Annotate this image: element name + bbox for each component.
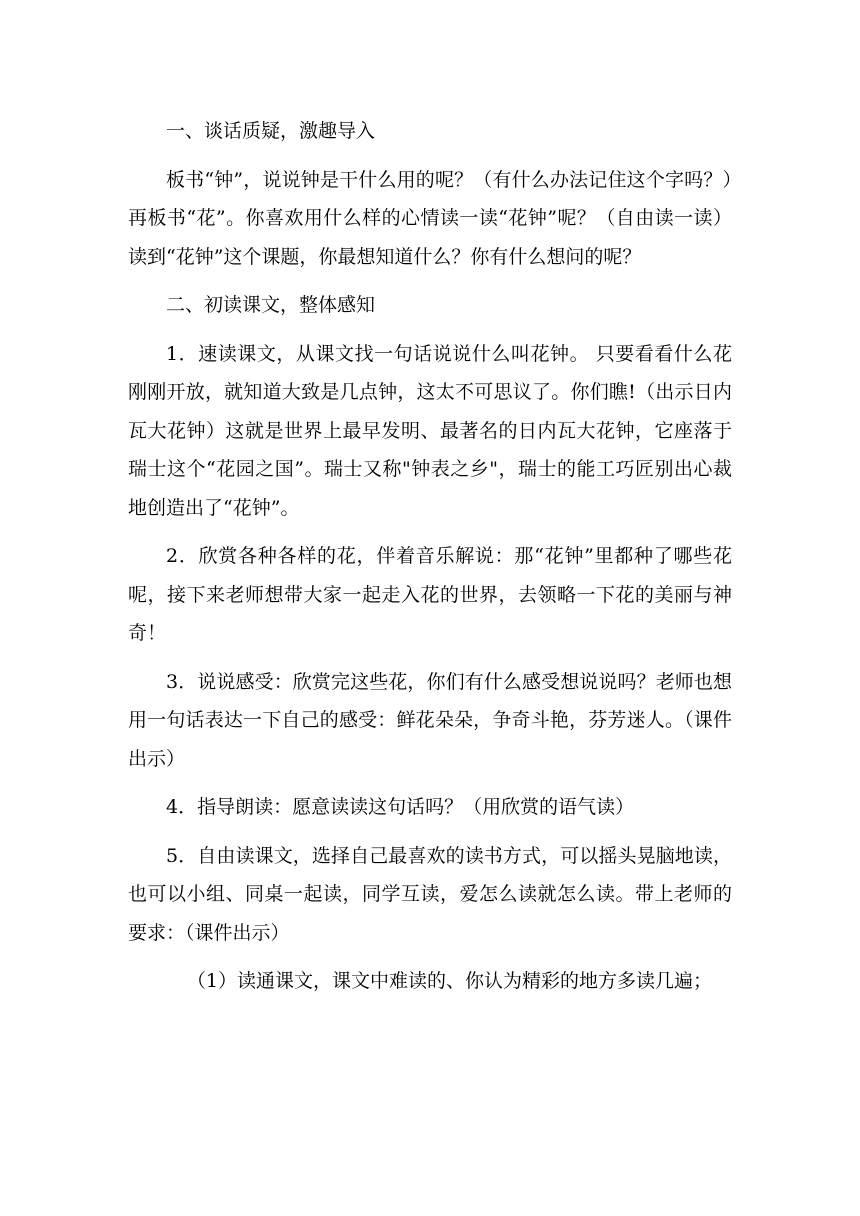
list-item: 4．指导朗读：愿意读读这句话吗？（用欣赏的语气读） [166,796,635,818]
section-heading-1: 一、谈话质疑，激趣导入 [166,120,376,142]
section-heading-2: 二、初读课文，整体感知 [166,294,376,316]
list-item: 2．欣赏各种各样的花，伴着音乐解说：那“花钟”里都种了哪些花呢，接下来老师想带大家一起走入花的世界，去领略一下花的美丽与神奇！ [128,545,732,644]
list-item: 5．自由读课文，选择自己最喜欢的读书方式，可以摇头晃脑地读，也可以小组、同桌一起读，同学互读，爱怎么读就怎么读。带上老师的要求：（课件出示） [128,844,732,944]
list-item: 3．说说感受：欣赏完这些花，你们有什么感受想说说吗？老师也想用一句话表达一下自己的感受：鲜花朵朵，争奇斗艳，芬芳迷人。（课件出示） [128,670,732,770]
sub-list-item: （1）读通课文，课文中难读的、你认为精彩的地方多读几遍； [186,970,712,992]
paragraph-intro: 板书“钟”，说说钟是干什么用的呢？（有什么办法记住这个字吗？）再板书“花”。你喜欢用什么样的心情读一读“花钟”呢？（自由读一读）读到“花钟”这个课题，你最想知道什么？你有什么想问的呢？ [128,168,732,268]
document-page [128,112,732,1011]
list-item: 1．速读课文，从课文找一句话说说什么叫花钟。 只要看看什么花刚刚开放，就知道大致是几点钟，这太不可思议了。你们瞧!（出示日内瓦大花钟）这就是世界上最早发明、最著名的日内瓦大花钟，它座落于瑞士这个“花园之国”。瑞士又称"钟表之乡"，瑞士的能工巧匠别出心裁地创造出了“花钟”。 [128,342,732,519]
